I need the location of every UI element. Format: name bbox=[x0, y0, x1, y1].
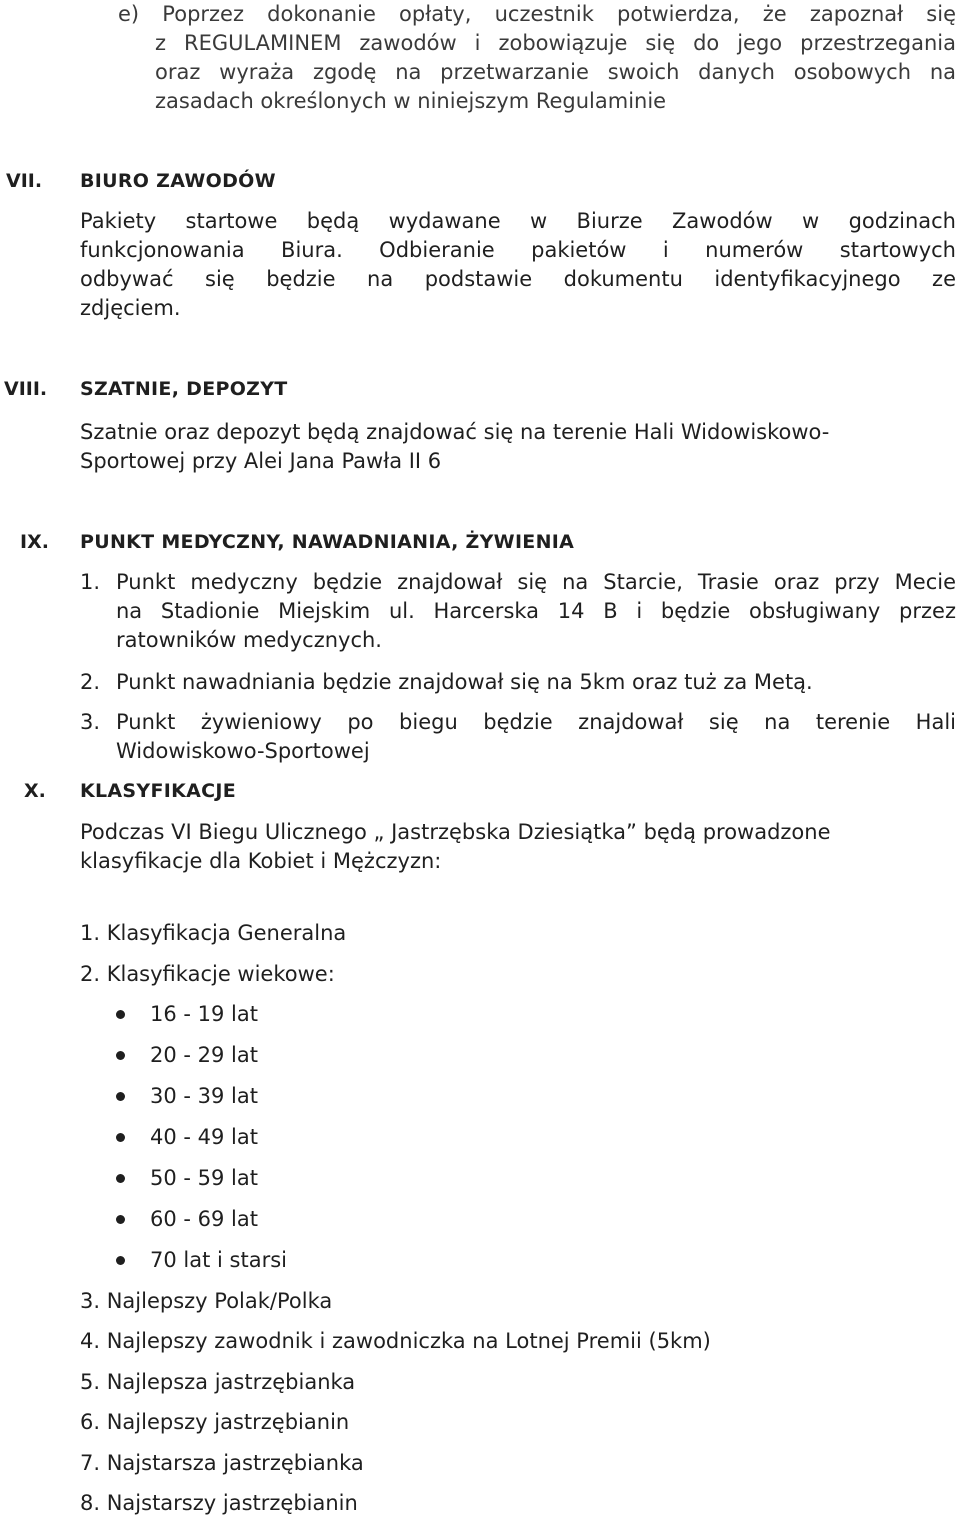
text-line: z REGULAMINEM zawodów i zobowiązuje się do jego przestrzegania bbox=[155, 31, 956, 55]
text-line: e) Poprzez dokonanie opłaty, uczestnik potwierdza, że zapoznał się bbox=[118, 2, 956, 26]
text-line: na Stadionie Miejskim ul. Harcerska 14 B i będzie obsługiwany przez bbox=[116, 599, 956, 623]
list-number: 3. bbox=[80, 710, 101, 734]
text-line: odbywać się będzie na podstawie dokumentu identyfikacyjnego ze bbox=[80, 267, 956, 291]
list-item: 20 - 29 lat bbox=[150, 1043, 258, 1067]
list-item: 3. Najlepszy Polak/Polka bbox=[80, 1289, 333, 1313]
section-title: KLASYFIKACJE bbox=[80, 780, 237, 802]
list-item: 8. Najstarszy jastrzębianin bbox=[80, 1491, 358, 1515]
bullet-icon bbox=[116, 1051, 125, 1060]
text-line: Pakiety startowe będą wydawane w Biurze Zawodów w godzinach bbox=[80, 209, 956, 233]
list-item: 50 - 59 lat bbox=[150, 1166, 258, 1190]
text-line: Punkt medyczny będzie znajdował się na Starcie, Trasie oraz przy Mecie bbox=[116, 570, 956, 594]
text-line: ratowników medycznych. bbox=[116, 628, 382, 652]
section-number: VII. bbox=[6, 170, 43, 192]
text-line: klasyfikacje dla Kobiet i Mężczyzn: bbox=[80, 849, 442, 873]
list-number: 2. bbox=[80, 670, 101, 694]
list-item: 4. Najlepszy zawodnik i zawodniczka na Lotnej Premii (5km) bbox=[80, 1329, 711, 1353]
text-line: funkcjonowania Biura. Odbieranie pakietów i numerów startowych bbox=[80, 238, 956, 262]
bullet-icon bbox=[116, 1133, 125, 1142]
list-item: 40 - 49 lat bbox=[150, 1125, 258, 1149]
section-title: PUNKT MEDYCZNY, NAWADNIANIA, ŻYWIENIA bbox=[80, 531, 575, 553]
section-number: VIII. bbox=[4, 378, 48, 400]
list-item: 30 - 39 lat bbox=[150, 1084, 258, 1108]
text-line: Punkt nawadniania będzie znajdował się na 5km oraz tuż za Metą. bbox=[116, 670, 813, 694]
list-item: 16 - 19 lat bbox=[150, 1002, 258, 1026]
list-item: 6. Najlepszy jastrzębianin bbox=[80, 1410, 350, 1434]
text-line: Szatnie oraz depozyt będą znajdować się na terenie Hali Widowiskowo- bbox=[80, 420, 830, 444]
text-line: Sportowej przy Alei Jana Pawła II 6 bbox=[80, 449, 442, 473]
list-item: 2. Klasyfikacje wiekowe: bbox=[80, 962, 335, 986]
bullet-icon bbox=[116, 1256, 125, 1265]
list-number: 1. bbox=[80, 570, 101, 594]
text-line: Podczas VI Biegu Ulicznego „ Jastrzębska Dziesiątka” będą prowadzone bbox=[80, 820, 831, 844]
bullet-icon bbox=[116, 1092, 125, 1101]
section-title: SZATNIE, DEPOZYT bbox=[80, 378, 288, 400]
text-line: oraz wyraża zgodę na przetwarzanie swoich danych osobowych na bbox=[155, 60, 956, 84]
section-number: X. bbox=[24, 780, 46, 802]
list-item: 1. Klasyfikacja Generalna bbox=[80, 921, 347, 945]
text-line: Widowiskowo-Sportowej bbox=[116, 739, 370, 763]
text-line: zasadach określonych w niniejszym Regulaminie bbox=[155, 89, 667, 113]
section-number: IX. bbox=[20, 531, 49, 553]
bullet-icon bbox=[116, 1215, 125, 1224]
list-item: 70 lat i starsi bbox=[150, 1248, 287, 1272]
bullet-icon bbox=[116, 1010, 125, 1019]
list-item: 60 - 69 lat bbox=[150, 1207, 258, 1231]
text-line: Punkt żywieniowy po biegu będzie znajdował się na terenie Hali bbox=[116, 710, 956, 734]
list-item: 7. Najstarsza jastrzębianka bbox=[80, 1451, 364, 1475]
list-item: 5. Najlepsza jastrzębianka bbox=[80, 1370, 356, 1394]
text-line: zdjęciem. bbox=[80, 296, 181, 320]
bullet-icon bbox=[116, 1174, 125, 1183]
section-title: BIURO ZAWODÓW bbox=[80, 170, 276, 192]
